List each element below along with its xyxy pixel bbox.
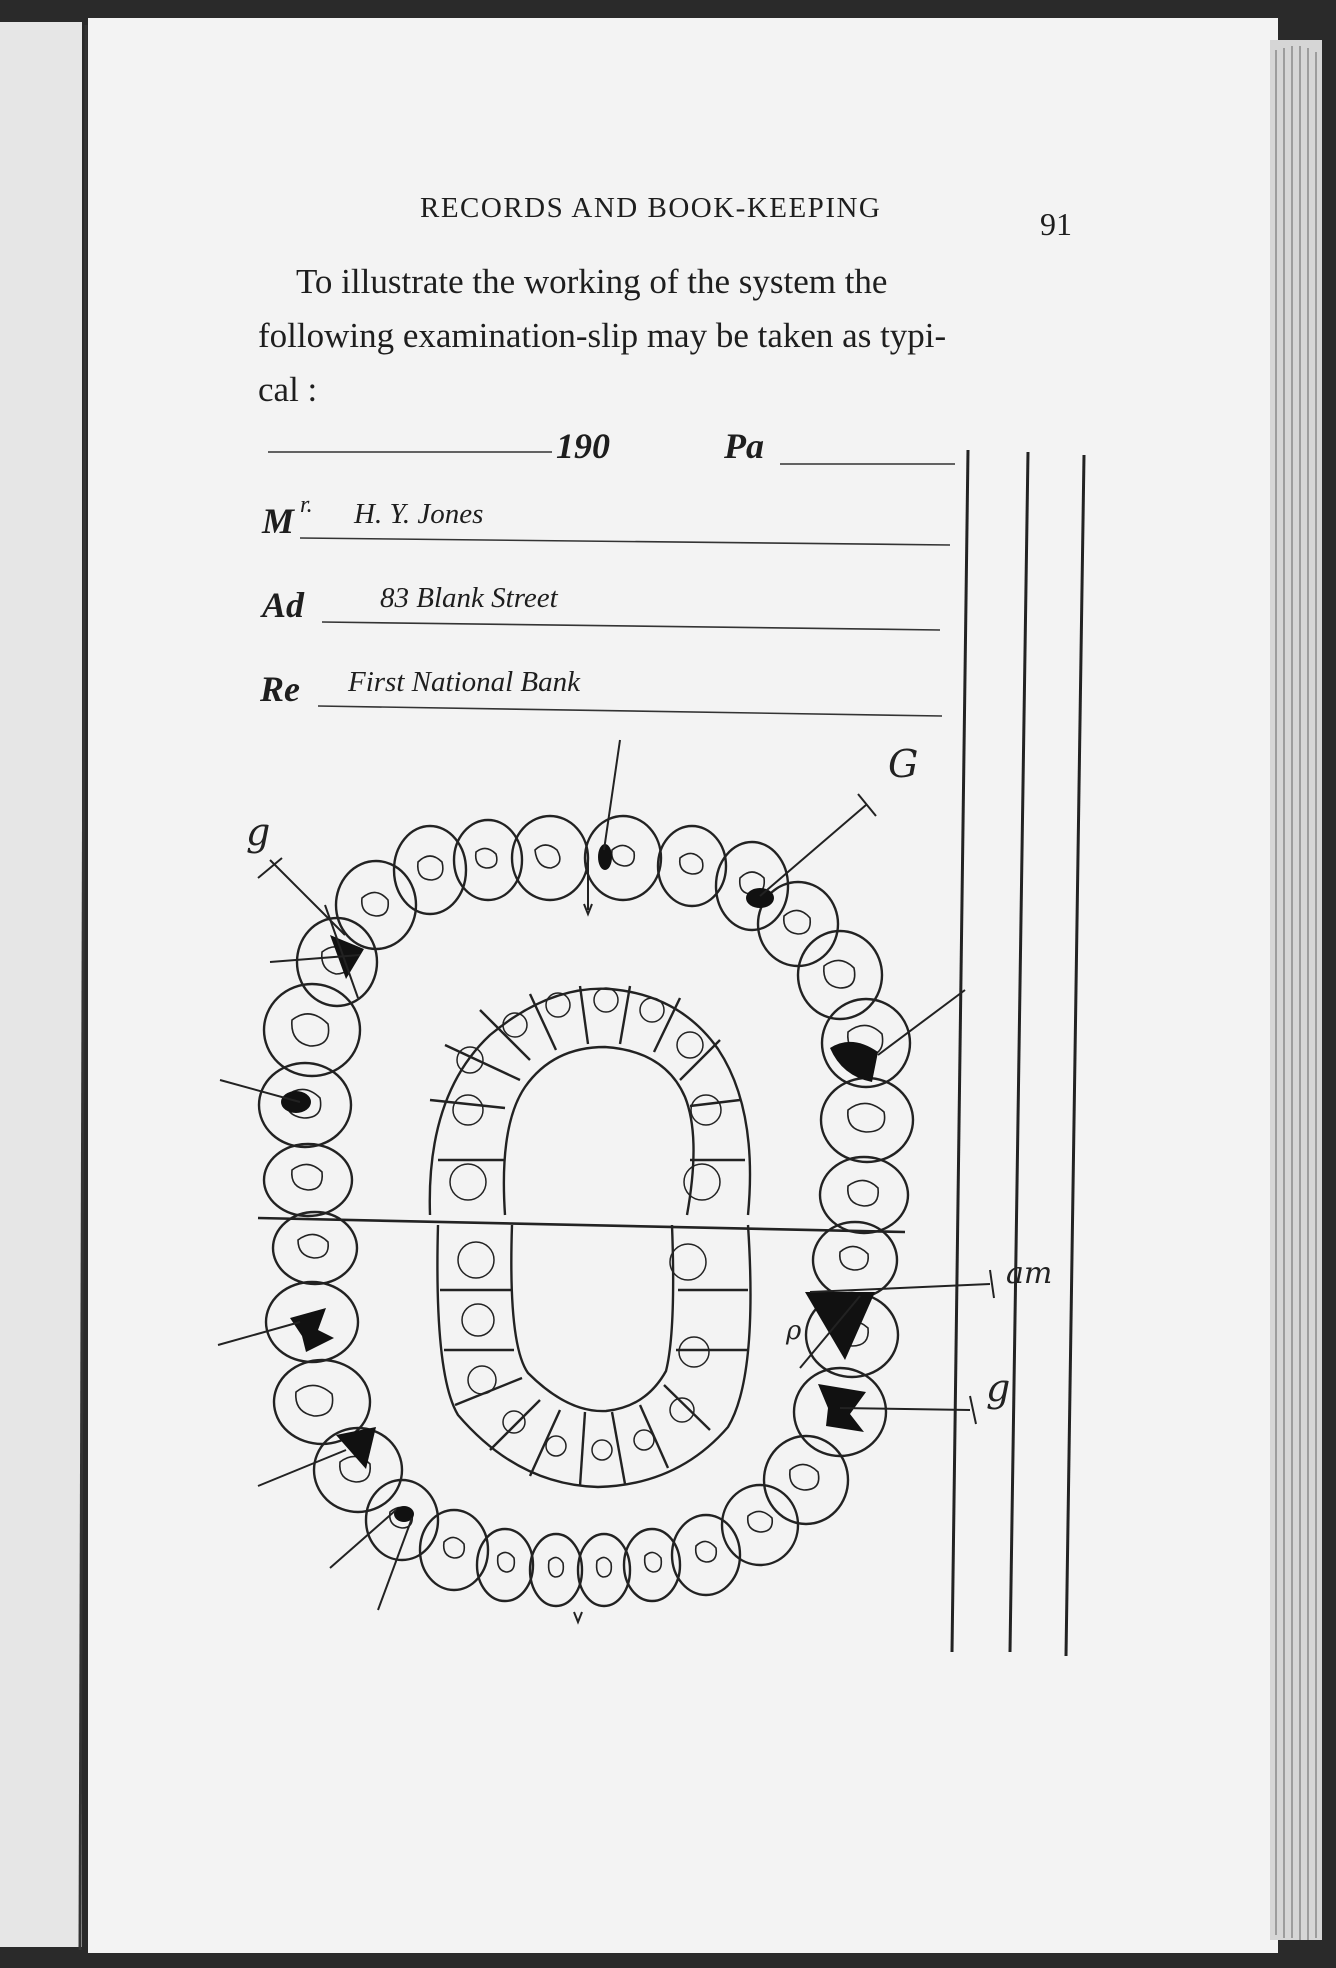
mark-upper-right: G [888,742,919,786]
mark-lower-right-am: am [1006,1256,1053,1291]
page-number: 91 [1040,206,1072,242]
patient-address: 83 Blank Street [380,582,558,614]
book-edge [1270,40,1322,1940]
left-page-edge [0,22,82,1947]
re-label: Re [260,669,300,709]
body-line-3: cal : [258,370,318,409]
date-suffix: 190 [556,426,610,466]
body-line-2: following examination-slip may be taken as typi- [258,316,947,355]
body-line-1: To illustrate the working of the system the [296,262,888,301]
patient-reference: First National Bank [348,666,580,698]
patient-name: H. Y. Jones [354,498,484,530]
ad-label: Ad [262,585,305,625]
pa-label: Pa [724,426,764,466]
running-header: RECORDS AND BOOK-KEEPING [420,192,882,224]
page-sheet [88,18,1278,1953]
mark-small: ρ [786,1316,802,1346]
mark-upper-left: g [246,810,271,854]
mark-lower-right-g: g [986,1366,1011,1410]
mr-superscript: r. [300,492,313,518]
mr-label: M [262,501,295,541]
